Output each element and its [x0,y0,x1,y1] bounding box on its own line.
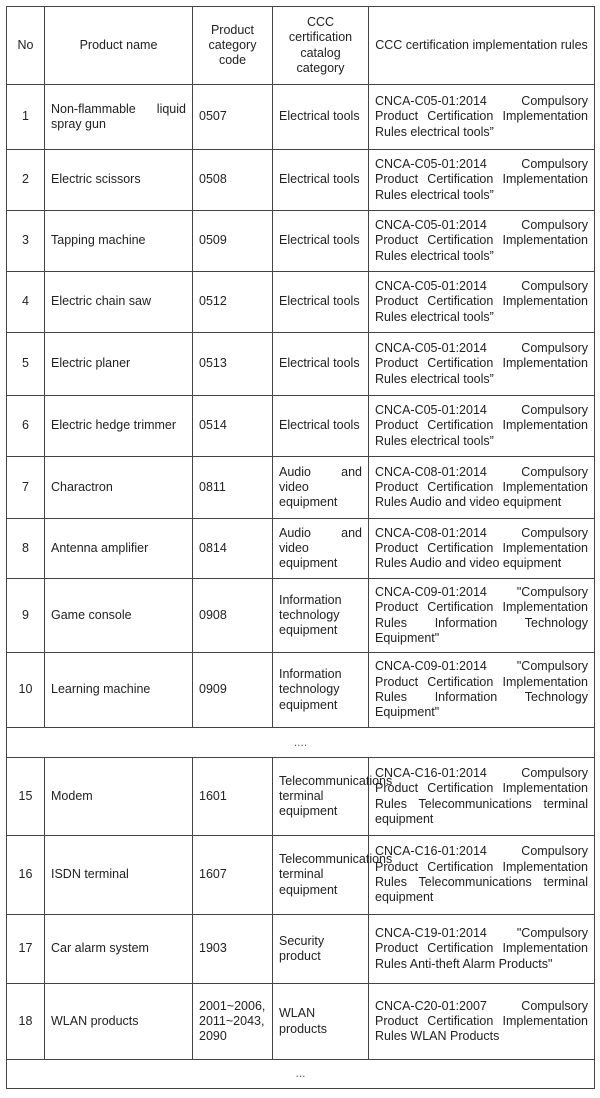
ccc-products-table [6,6,595,1089]
table-row [7,150,595,211]
header-no: No [7,7,45,85]
cell-catalog-category: Audio and video equipment [273,519,369,579]
table-row [7,758,595,836]
cell-catalog-category: Telecommunications terminal equipment [273,836,369,915]
cell-catalog-category: Electrical tools [273,85,369,150]
cell-category-code: 1607 [193,836,273,915]
cell-product-name: Non-flammable liquid spray gun [45,85,193,150]
cell-rules: CNCA-C05-01:2014 Compulsory Product Certification Implementation Rules electrical tools” [369,272,595,333]
cell-catalog-category: Electrical tools [273,333,369,396]
cell-no: 7 [7,457,45,519]
cell-rules: CNCA-C05-01:2014 Compulsory Product Certification Implementation Rules electrical tools” [369,85,595,150]
cell-no: 16 [7,836,45,915]
cell-rules: CNCA-C19-01:2014 "Compulsory Product Certification Implementation Rules Anti-theft Alarm Products" [369,915,595,984]
cell-product-name: Electric scissors [45,150,193,211]
cell-product-name: Electric chain saw [45,272,193,333]
cell-no: 6 [7,396,45,457]
table-row [7,915,595,984]
ellipsis-row [7,1060,595,1089]
cell-catalog-category: Electrical tools [273,150,369,211]
cell-category-code: 0814 [193,519,273,579]
cell-no: 17 [7,915,45,984]
cell-category-code: 2001~2006, 2011~2043, 2090 [193,984,273,1060]
cell-no: 2 [7,150,45,211]
cell-product-name: Tapping machine [45,211,193,272]
cell-product-name: Car alarm system [45,915,193,984]
cell-category-code: 0509 [193,211,273,272]
cell-category-code: 0507 [193,85,273,150]
table-row [7,457,595,519]
cell-catalog-category: WLAN products [273,984,369,1060]
cell-category-code: 0513 [193,333,273,396]
cell-rules: CNCA-C08-01:2014 Compulsory Product Certification Implementation Rules Audio and video equipment [369,519,595,579]
header-rules: CCC certification implementation rules [369,7,595,85]
cell-rules: CNCA-C09-01:2014 "Compulsory Product Certification Implementation Rules Information Technology Equipment" [369,653,595,728]
table-row [7,836,595,915]
cell-rules: CNCA-C05-01:2014 Compulsory Product Certification Implementation Rules electrical tools” [369,396,595,457]
cell-category-code: 0508 [193,150,273,211]
cell-product-name: ISDN terminal [45,836,193,915]
cell-catalog-category: Electrical tools [273,272,369,333]
cell-no: 1 [7,85,45,150]
header-product-name: Product name [45,7,193,85]
cell-catalog-category: Information technology equipment [273,653,369,728]
cell-no: 5 [7,333,45,396]
cell-category-code: 1601 [193,758,273,836]
cell-catalog-category: Audio and video equipment [273,457,369,519]
cell-rules: CNCA-C16-01:2014 Compulsory Product Certification Implementation Rules Telecommunications terminal equipment [369,758,595,836]
ellipsis-row [7,728,595,758]
header-catalog-category: CCC certification catalog category [273,7,369,85]
table-row [7,333,595,396]
cell-category-code: 0512 [193,272,273,333]
cell-category-code: 0811 [193,457,273,519]
cell-no: 9 [7,579,45,653]
cell-product-name: WLAN products [45,984,193,1060]
cell-product-name: Modem [45,758,193,836]
table-row [7,272,595,333]
cell-catalog-category: Telecommunications terminal equipment [273,758,369,836]
cell-rules: CNCA-C09-01:2014 "Compulsory Product Certification Implementation Rules Information Technology Equipment" [369,579,595,653]
table-row [7,85,595,150]
cell-catalog-category: Electrical tools [273,211,369,272]
cell-no: 8 [7,519,45,579]
cell-product-name: Electric hedge trimmer [45,396,193,457]
cell-rules: CNCA-C20-01:2007 Compulsory Product Certification Implementation Rules WLAN Products [369,984,595,1060]
cell-no: 18 [7,984,45,1060]
cell-product-name: Antenna amplifier [45,519,193,579]
table-row [7,519,595,579]
ellipsis-gap: ... [7,1060,595,1089]
cell-product-name: Game console [45,579,193,653]
table-row [7,984,595,1060]
cell-no: 4 [7,272,45,333]
cell-rules: CNCA-C05-01:2014 Compulsory Product Certification Implementation Rules electrical tools” [369,150,595,211]
cell-no: 3 [7,211,45,272]
cell-catalog-category: Security product [273,915,369,984]
cell-rules: CNCA-C08-01:2014 Compulsory Product Certification Implementation Rules Audio and video equipment [369,457,595,519]
cell-category-code: 0908 [193,579,273,653]
cell-rules: CNCA-C16-01:2014 Compulsory Product Certification Implementation Rules Telecommunications terminal equipment [369,836,595,915]
cell-catalog-category: Information technology equipment [273,579,369,653]
cell-no: 10 [7,653,45,728]
table-row [7,396,595,457]
ellipsis-gap: .... [7,728,595,758]
cell-rules: CNCA-C05-01:2014 Compulsory Product Certification Implementation Rules electrical tools” [369,211,595,272]
cell-category-code: 0909 [193,653,273,728]
table-row [7,211,595,272]
cell-rules: CNCA-C05-01:2014 Compulsory Product Certification Implementation Rules electrical tools” [369,333,595,396]
cell-product-name: Charactron [45,457,193,519]
header-row [7,7,595,85]
table-row [7,579,595,653]
cell-catalog-category: Electrical tools [273,396,369,457]
cell-product-name: Learning machine [45,653,193,728]
cell-no: 15 [7,758,45,836]
cell-category-code: 0514 [193,396,273,457]
header-category-code: Product category code [193,7,273,85]
cell-product-name: Electric planer [45,333,193,396]
cell-category-code: 1903 [193,915,273,984]
table-row [7,653,595,728]
